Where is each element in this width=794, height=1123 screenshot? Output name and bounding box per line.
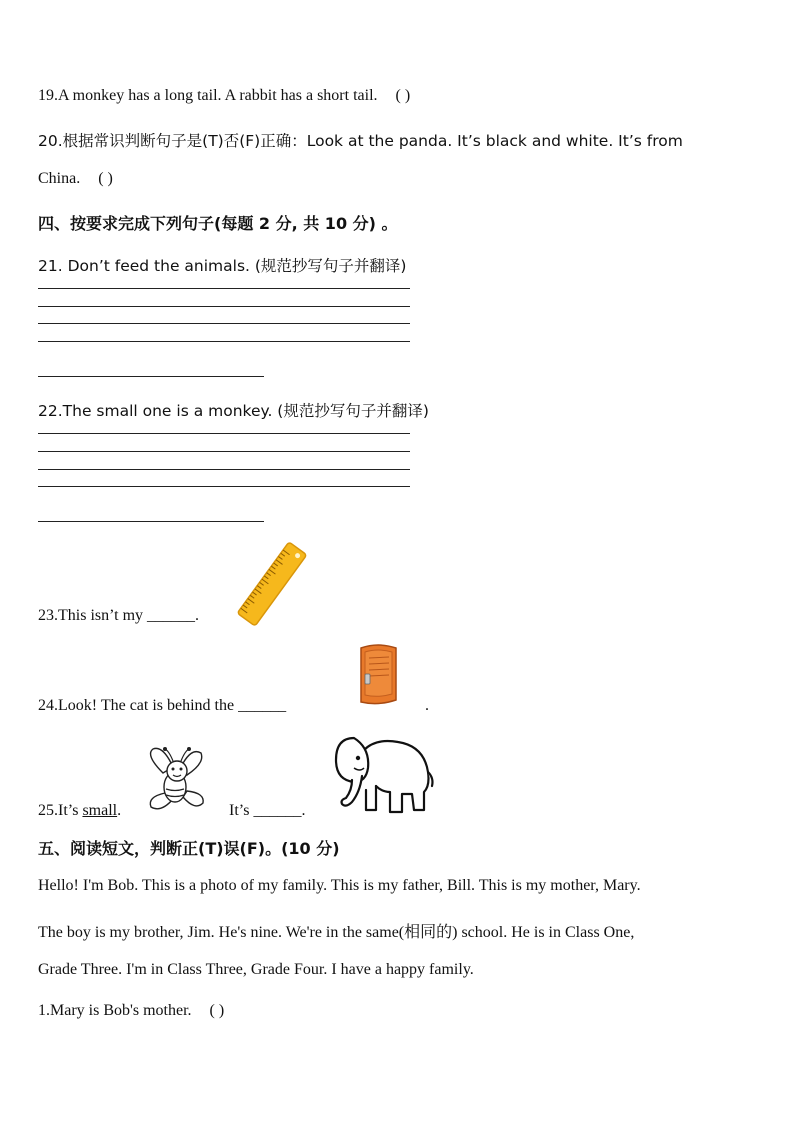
question-24: 24.Look! The cat is behind the ______: [38, 697, 287, 714]
question-19: [38, 87, 410, 105]
ruler-icon: [234, 542, 310, 626]
writing-line[interactable]: [38, 433, 410, 434]
section-4-title: 四、按要求完成下列句子(每题 2 分, 共 10 分) 。: [38, 214, 398, 233]
elephant-icon: [332, 728, 436, 818]
writing-line[interactable]: [38, 323, 410, 324]
translation-line[interactable]: [38, 521, 264, 522]
translation-line[interactable]: [38, 376, 264, 377]
passage-line-2: The boy is my brother, Jim. He's nine. We're in the same(相同的) school. He is in Class One,: [38, 924, 635, 941]
passage-line-1: Hello! I'm Bob. This is a photo of my family. This is my father, Bill. This is my mother, Mary.: [38, 877, 641, 894]
question-23: 23.This isn’t my ______.: [38, 607, 200, 624]
answer-blank-20[interactable]: ( ): [98, 170, 113, 187]
passage-line-3: Grade Three. I'm in Class Three, Grade Four. I have a happy family.: [38, 961, 474, 978]
question-22: 22.The small one is a monkey. (规范抄写句子并翻译): [38, 402, 429, 420]
question-20-line1: 20.根据常识判断句子是(T)否(F)正确：Look at the panda. It’s black and white. It’s from: [38, 132, 683, 150]
answer-blank-r1[interactable]: ( ): [209, 1002, 225, 1019]
writing-line[interactable]: [38, 469, 410, 470]
answer-blank-19[interactable]: ( ): [395, 87, 411, 104]
underlined-word: small: [82, 802, 118, 819]
writing-line[interactable]: [38, 341, 410, 342]
writing-line[interactable]: [38, 451, 410, 452]
writing-line[interactable]: [38, 288, 410, 289]
writing-line[interactable]: [38, 486, 410, 487]
question-24-end: .: [425, 697, 429, 714]
question-25-blank: It’s ______.: [229, 802, 306, 819]
bee-icon: [143, 743, 207, 815]
section-5-title: 五、阅读短文，判断正(T)误(F)。(10 分): [38, 839, 340, 858]
question-25: 25.It’s small.: [38, 802, 122, 819]
locker-icon: [356, 644, 400, 708]
reading-question-1: 1.Mary is Bob's mother. ( ): [38, 1002, 225, 1019]
question-21: 21. Don’t feed the animals. (规范抄写句子并翻译): [38, 257, 407, 275]
question-19-text: 19.A monkey has a long tail. A rabbit has a short tail.: [38, 87, 378, 104]
writing-line[interactable]: [38, 306, 410, 307]
question-20-line2: China. ( ): [38, 170, 113, 187]
